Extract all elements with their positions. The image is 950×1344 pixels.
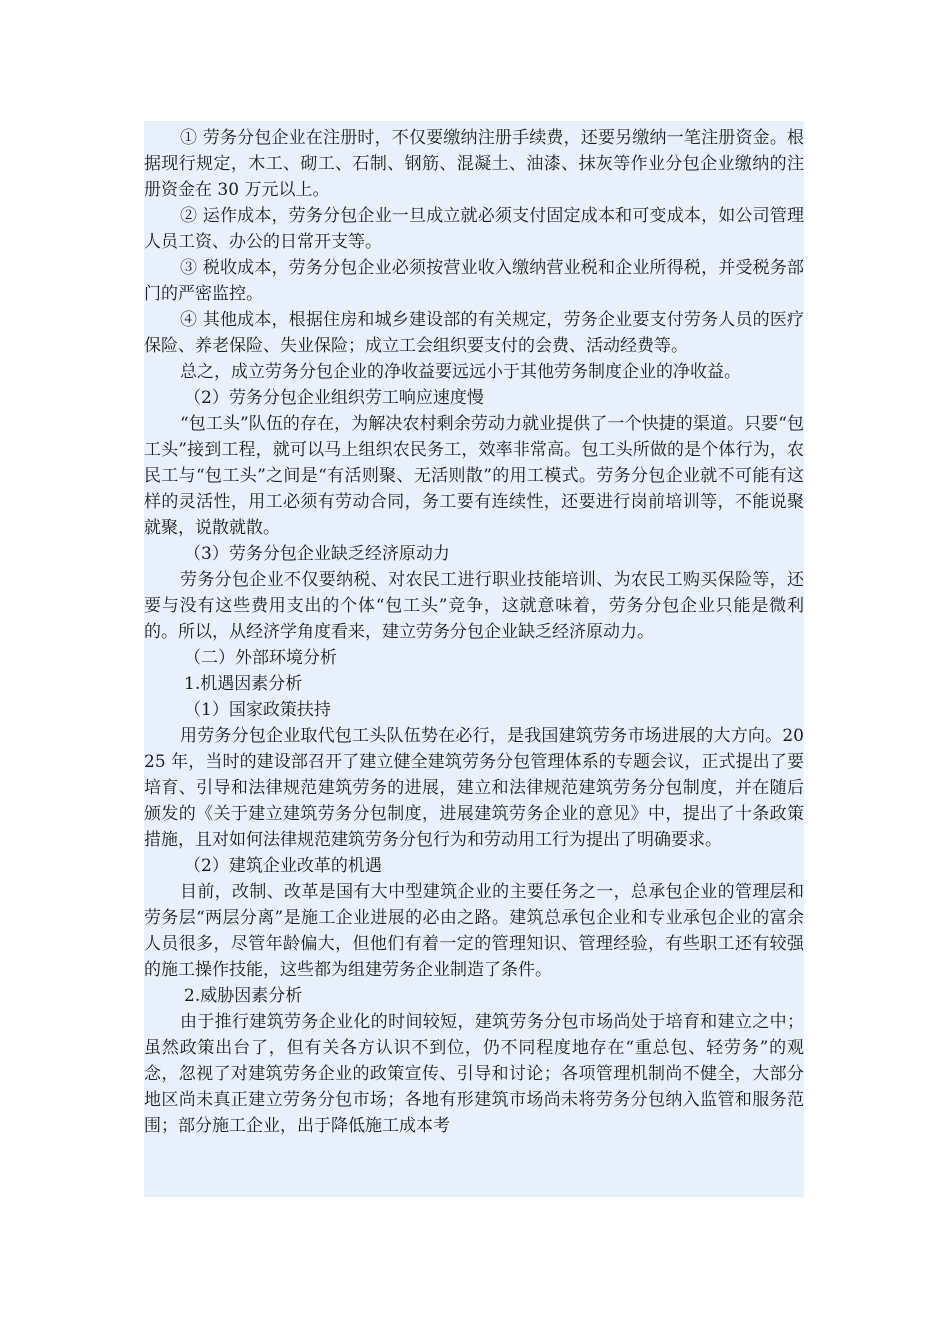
paragraph-reform-opportunity: 目前，改制、改革是国有大中型建筑企业的主要任务之一，总承包企业的管理层和劳务层“两层分离”是施工企业进展的必由之路。建筑总承包企业和专业承包企业的富余人员很多，尽管年龄偏大，但他们有着一定的管理知识、管理经验，有些职工还有较强的施工操作技能，这些都为组建劳务企业制造了条件。 <box>144 882 804 980</box>
subheading-economic-motivation: （3）劳务分包企业缺乏经济原动力 <box>184 544 450 564</box>
paragraph-policy-support: 用劳务分包企业取代包工头队伍势在必行，是我国建筑劳务市场进展的大方向。2025 年，当时的建设部召开了建立健全建筑劳务分包管理体系的专题会议，正式提出了要培育、引导和法律规范建筑劳务的进展，建立和法律规范建筑劳务分包制度，并在随后颁发的《关于建立建筑劳务分包制度，进展建筑劳务企业的意见》中，提出了十条政策措施，且对如何法律规范建筑劳务分包行为和劳动用工行为提出了明确要求。 <box>144 726 804 850</box>
heading-external-environment: （二）外部环境分析 <box>184 648 337 668</box>
document-body <box>144 121 804 1197</box>
paragraph-cost-other: ④ 其他成本，根据住房和城乡建设部的有关规定，劳务企业要支付劳务人员的医疗保险、养老保险、失业保险；成立工会组织要支付的会费、活动经费等。 <box>144 310 804 356</box>
heading-opportunity-analysis: 1.机遇因素分析 <box>184 674 303 694</box>
paragraph-response-speed: “包工头”队伍的存在，为解决农村剩余劳动力就业提供了一个快捷的渠道。只要“包工头”接到工程，就可以马上组织农民务工，效率非常高。包工头所做的是个体行为，农民工与“包工头”之间是“有活则聚、无活则散”的用工模式。劳务分包企业就不可能有这样的灵活性，用工必须有劳动合同，务工要有连续性，还要进行岗前培训等，不能说聚就聚，说散就散。 <box>144 414 804 538</box>
paragraph-cost-registration: ① 劳务分包企业在注册时，不仅要缴纳注册手续费，还要另缴纳一笔注册资金。根据现行规定，木工、砌工、石制、钢筋、混凝土、油漆、抹灰等作业分包企业缴纳的注册资金在 30 万元以上。 <box>144 128 804 200</box>
subheading-reform-opportunity: （2）建筑企业改革的机遇 <box>184 856 382 876</box>
paragraph-cost-operation: ② 运作成本，劳务分包企业一旦成立就必须支付固定成本和可变成本，如公司管理人员工资、办公的日常开支等。 <box>144 206 804 252</box>
paragraph-economic-motivation: 劳务分包企业不仅要纳税、对农民工进行职业技能培训、为农民工购买保险等，还要与没有这些费用支出的个体“包工头”竞争，这就意味着，劳务分包企业只能是微利的。所以，从经济学角度看来，建立劳务分包企业缺乏经济原动力。 <box>144 570 804 642</box>
subheading-response-speed: （2）劳务分包企业组织劳工响应速度慢 <box>184 388 484 408</box>
paragraph-cost-tax: ③ 税收成本，劳务分包企业必须按营业收入缴纳营业税和企业所得税，并受税务部门的严密监控。 <box>144 258 804 304</box>
paragraph-conclusion: 总之，成立劳务分包企业的净收益要远远小于其他劳务制度企业的净收益。 <box>180 362 741 382</box>
subheading-policy-support: （1）国家政策扶持 <box>184 700 331 720</box>
heading-threat-analysis: 2.威胁因素分析 <box>184 986 303 1006</box>
paragraph-threat-analysis: 由于推行建筑劳务企业化的时间较短，建筑劳务分包市场尚处于培育和建立之中；虽然政策出台了，但有关各方认识不到位，仍不同程度地存在“重总包、轻劳务”的观念，忽视了对建筑劳务企业的政策宣传、引导和讨论；各项管理机制尚不健全，大部分地区尚未真正建立劳务分包市场；各地有形建筑市场尚未将劳务分包纳入监管和服务范围；部分施工企业，出于降低施工成本考 <box>144 1012 804 1136</box>
